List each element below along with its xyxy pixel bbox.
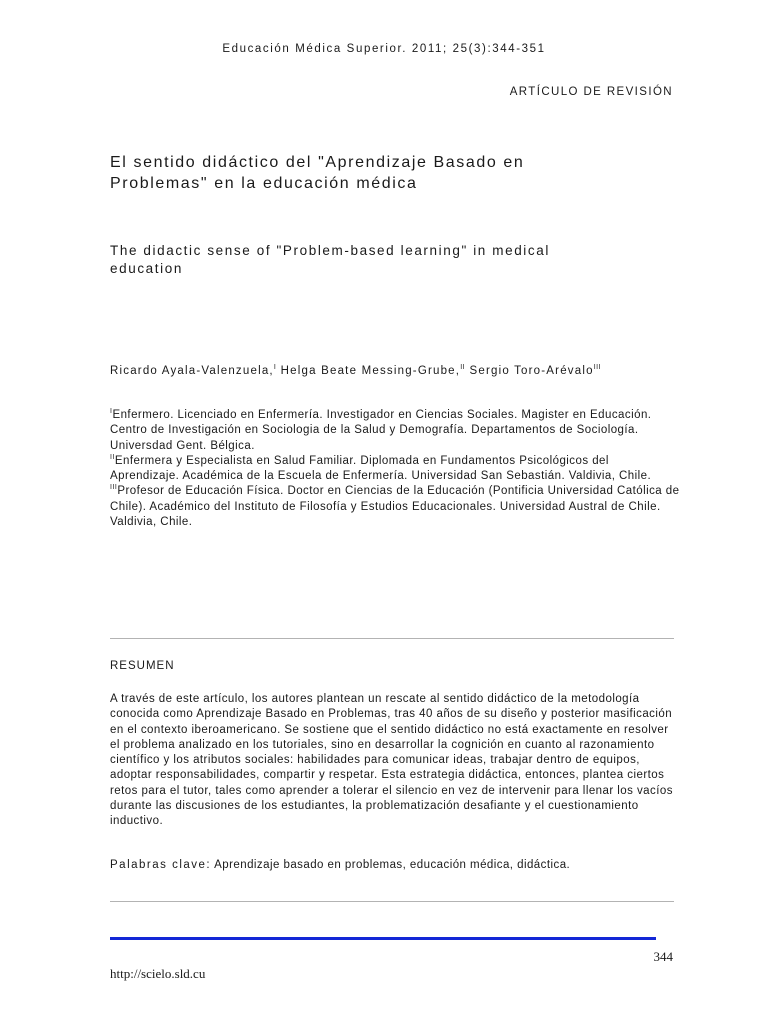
- author-list: [110, 363, 674, 379]
- section-divider: [110, 901, 674, 902]
- affiliation-entry: [110, 484, 680, 530]
- keywords-line: [110, 858, 676, 873]
- affiliation-mark: III: [110, 484, 118, 492]
- keywords-text: Aprendizaje basado en problemas, educación médica, didáctica.: [214, 859, 571, 871]
- english-title-line-2: education: [110, 261, 183, 276]
- spanish-title: [110, 152, 670, 194]
- abstract-heading: RESUMEN: [110, 660, 175, 672]
- english-title: [110, 242, 670, 278]
- article-type-label: ARTÍCULO DE REVISIÓN: [509, 86, 673, 98]
- affiliation-text: Enfermero. Licenciado en Enfermería. Investigador en Ciencias Sociales. Magister en Educación. Centro de Investigación en Sociologia de la Salud y Demografía. Departamentos de Sociología. Universdad Gent. Bélgica.: [110, 409, 652, 452]
- page-number: 344: [653, 949, 673, 964]
- affiliation-text: Profesor de Educación Física. Doctor en Ciencias de la Educación (Pontificia Universidad Católica de Chile). Académico del Instituto de Filosofía y Estudios Educacionales. Universidad Austral de Chile. Valdivia, Chile.: [110, 485, 680, 529]
- affiliation-mark: II: [110, 453, 115, 461]
- spanish-title-line-1: El sentido didáctico del "Aprendizaje Basado en: [110, 154, 525, 171]
- affiliation-mark: I: [110, 408, 113, 415]
- author-name: Helga Beate Messing-Grube,: [276, 365, 461, 377]
- keywords-label: Palabras clave:: [110, 859, 212, 871]
- english-title-line-1: The didactic sense of "Problem-based learning" in medical: [110, 243, 550, 258]
- author-name: Ricardo Ayala-Valenzuela,: [110, 365, 274, 377]
- journal-reference: Educación Médica Superior. 2011; 25(3):344-351: [222, 43, 546, 55]
- affiliation-mark: I: [273, 364, 277, 371]
- affiliation-entry: [110, 408, 680, 454]
- affiliation-mark: III: [593, 364, 602, 371]
- section-divider: [110, 638, 674, 639]
- affiliations-block: [110, 408, 680, 530]
- footer-bar: [110, 937, 656, 940]
- affiliation-mark: II: [460, 364, 466, 371]
- abstract-body: A través de este artículo, los autores plantean un rescate al sentido didáctico de la metodología conocida como Aprendizaje Basado en Problemas, tras 40 años de su diseño y posterior masificación en el contexto iberoamericano. Se sostiene que el sentido didáctico no está exactamente en resolver el problema analizado en los tutoriales, sino en desarrollar la cognición en cuanto al razonamiento científico y los atributos sociales: habilidades para comunicar ideas, trabajar dentro de equipos, adoptar responsabilidades, compartir y respetar. Esta estrategia didáctica, entonces, plantea ciertos retos para el tutor, tales como aprender a tolerar el silencio en vez de intervenir para llenar los vacíos durante las discusiones de los estudiantes, la problematización desafiante y el cuestionamiento inductivo.: [110, 693, 673, 828]
- footer-url: http://scielo.sld.cu: [110, 966, 206, 981]
- spanish-title-line-2: Problemas" en la educación médica: [110, 175, 418, 192]
- author-name: Sergio Toro-Arévalo: [465, 365, 594, 377]
- affiliation-text: Enfermera y Especialista en Salud Familiar. Diplomada en Fundamentos Psicológicos del Aprendizaje. Académica de la Escuela de Enfermería. Universidad San Sebastián. Valdivia, Chile.: [110, 454, 652, 483]
- affiliation-entry: [110, 454, 680, 485]
